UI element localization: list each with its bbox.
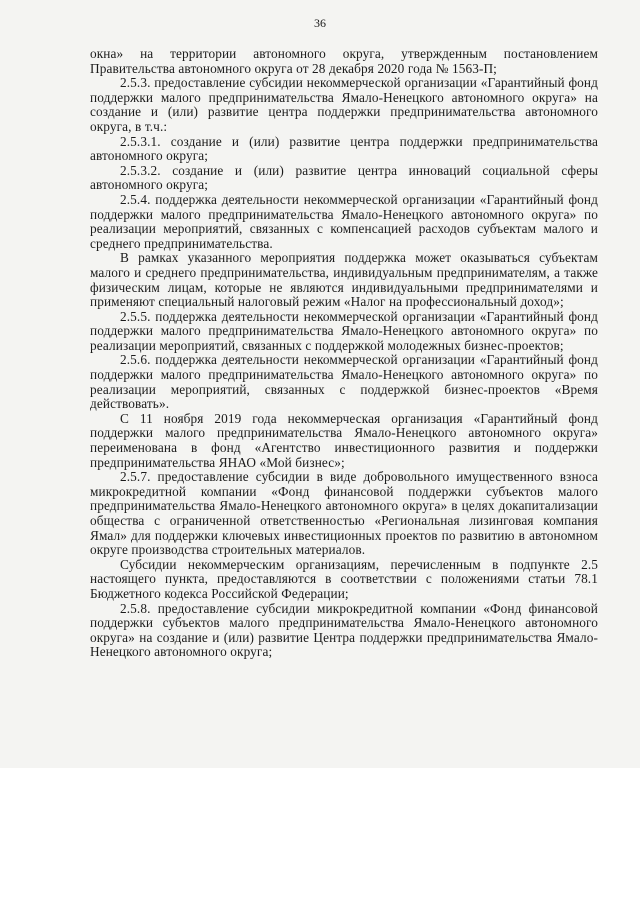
paragraph-2-5-8: 2.5.8. предоставление субсидии микрокредитной компании «Фонд финансовой поддержки субъектов малого предпринимательства Ямало-Ненецкого автономного округа» на создание и (или) развитие Центра поддержки предпринимательства Ямало-Ненецкого автономного округа; xyxy=(90,600,598,660)
paragraph-2-5-5: 2.5.5. поддержка деятельности некоммерческой организации «Гарантийный фонд поддержки малого предпринимательства Ямало-Ненецкого автономного округа» по реализации мероприятий, связанных с поддержкой молодежных бизнес-проектов; xyxy=(90,308,598,353)
paragraph-support-scope: В рамках указанного мероприятия поддержка может оказываться субъектам малого и среднего предпринимательства, индивидуальным предпринимателям, а также физическим лицам, которые не являются индивидуальными предпринимателями и применяют специальный налоговый режим «Налог на профессиональный доход»; xyxy=(90,250,598,310)
paragraph-2-5-3: 2.5.3. предоставление субсидии некоммерческой организации «Гарантийный фонд поддержки малого предпринимательства Ямало-Ненецкого автономного округа» на создание и (или) развитие центра поддержки предпринимательства автономного округа, в т.ч.: xyxy=(90,75,598,134)
paragraph-2-5-3-2: 2.5.3.2. создание и (или) развитие центра инноваций социальной сферы автономного округа; xyxy=(90,162,598,193)
paragraph-rename-note: С 11 ноября 2019 года некоммерческая организация «Гарантийный фонд поддержки малого предпринимательства Ямало-Ненецкого автономного округа» переименована в фонд «Агентство инвестиционного развития и поддержки предпринимательства ЯНАО «Мой бизнес»; xyxy=(90,410,598,470)
document-body xyxy=(90,47,598,660)
paragraph-2-5-3-1: 2.5.3.1. создание и (или) развитие центра поддержки предпринимательства автономного округа; xyxy=(90,133,598,164)
blank-area xyxy=(0,768,640,905)
paragraph-continuation: окна» на территории автономного округа, утвержденным постановлением Правительства автономного округа от 28 декабря 2020 года № 1563-П; xyxy=(90,46,598,76)
paragraph-subsidies-note: Субсидии некоммерческим организациям, перечисленным в подпункте 2.5 настоящего пункта, предоставляются в соответствии с положениями статьи 78.1 Бюджетного кодекса Российской Федерации; xyxy=(90,556,598,601)
paragraph-2-5-6: 2.5.6. поддержка деятельности некоммерческой организации «Гарантийный фонд поддержки малого предпринимательства Ямало-Ненецкого автономного округа» по реализации мероприятий, связанных с поддержкой бизнес-проектов «Время действовать». xyxy=(90,352,598,412)
paragraph-2-5-7: 2.5.7. предоставление субсидии в виде добровольного имущественного взноса микрокредитной компании «Фонд финансовой поддержки субъектов малого предпринимательства Ямало-Ненецкого автономного округа» в целях докапитализации общества с ограниченной ответственностью «Региональная лизинговая компания Ямал» для поддержки ключевых инвестиционных проектов по развитию в автономном округе производства строительных материалов. xyxy=(90,469,598,558)
page-number: 36 xyxy=(314,16,326,30)
paragraph-2-5-4: 2.5.4. поддержка деятельности некоммерческой организации «Гарантийный фонд поддержки малого предпринимательства Ямало-Ненецкого автономного округа» по реализации мероприятий, связанных с компенсацией расходов субъектам малого и среднего предпринимательства. xyxy=(90,191,598,251)
